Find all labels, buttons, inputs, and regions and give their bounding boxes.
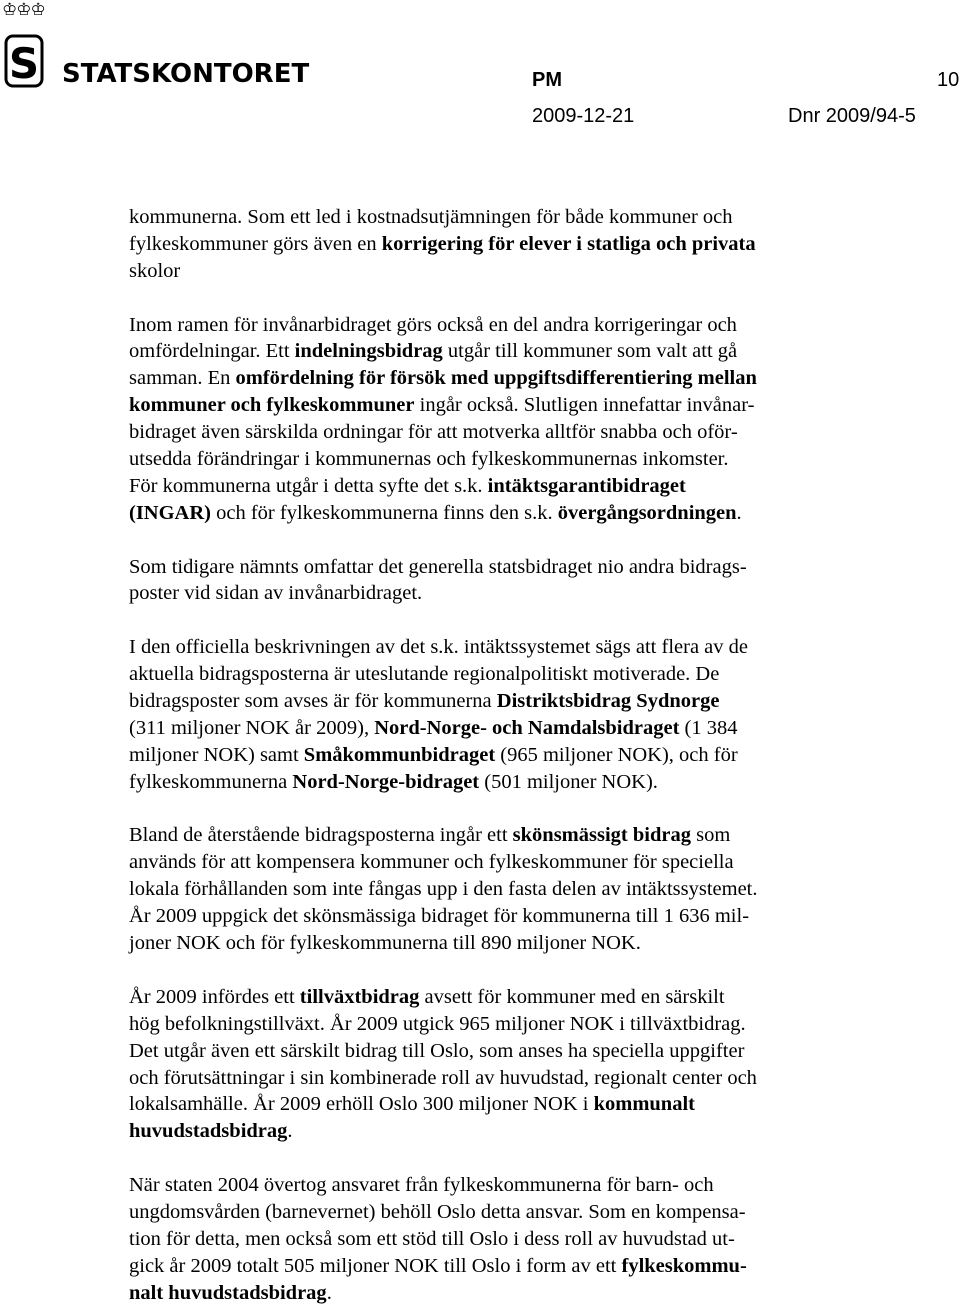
text-segment: aktuella bidragsposterna är uteslutande regionalpolitiskt motiverade. De bbox=[129, 663, 720, 686]
text-segment: (1 384 bbox=[679, 716, 738, 739]
text-segment: lokalsamhälle. År 2009 erhöll Oslo 300 miljoner NOK i bbox=[129, 1093, 594, 1116]
text-line bbox=[129, 204, 869, 231]
text-segment: tion för detta, men också som ett stöd till Oslo i dess roll av huvudstad ut- bbox=[129, 1227, 735, 1250]
text-segment: Som tidigare nämnts omfattar det generella statsbidraget nio andra bidrags- bbox=[129, 555, 747, 578]
text-line bbox=[129, 1011, 869, 1038]
text-line bbox=[129, 849, 869, 876]
bold-term: indelningsbidrag bbox=[294, 340, 443, 363]
text-line bbox=[129, 554, 869, 581]
text-segment: skolor bbox=[129, 259, 181, 282]
text-line bbox=[129, 1280, 869, 1307]
bold-term: Nord-Norge- och Namdalsbidraget bbox=[374, 716, 680, 739]
text-segment: För kommunerna utgår i detta syfte det s.k. bbox=[129, 474, 488, 497]
text-segment: (311 miljoner NOK år 2009), bbox=[129, 716, 375, 739]
text-line bbox=[129, 312, 869, 339]
document-type: PM bbox=[532, 69, 562, 91]
bold-term: (INGAR) bbox=[129, 501, 211, 524]
document-date: 2009-12-21 bbox=[532, 105, 635, 127]
text-line bbox=[129, 742, 869, 769]
text-line bbox=[129, 580, 869, 607]
text-segment: Det utgår även ett särskilt bidrag till Oslo, som anses ha speciella uppgifter bbox=[129, 1039, 745, 1062]
bold-term: huvudstadsbidrag bbox=[129, 1120, 288, 1143]
paragraph bbox=[129, 312, 869, 527]
text-segment: och förutsättningar i sin kombinerade roll av huvudstad, regionalt center och bbox=[129, 1066, 757, 1089]
text-segment: gick år 2009 totalt 505 miljoner NOK till Oslo i form av ett bbox=[129, 1254, 622, 1277]
text-line bbox=[129, 1038, 869, 1065]
text-segment: används för att kompensera kommuner och fylkeskommuner för speciella bbox=[129, 851, 734, 874]
text-line bbox=[129, 338, 869, 365]
text-line bbox=[129, 1172, 869, 1199]
bold-term: fylkeskommu- bbox=[621, 1254, 747, 1277]
text-segment: Inom ramen för invånarbidraget görs också en del andra korrigeringar och bbox=[129, 313, 737, 336]
paragraph bbox=[129, 822, 869, 956]
bold-term: övergångsordningen bbox=[557, 501, 737, 524]
text-line bbox=[129, 419, 869, 446]
bold-term: Distriktsbidrag Sydnorge bbox=[496, 690, 720, 713]
text-line bbox=[129, 1226, 869, 1253]
svg-text:S: S bbox=[8, 39, 40, 88]
text-segment: År 2009 infördes ett bbox=[129, 985, 300, 1008]
text-line bbox=[129, 1091, 869, 1118]
text-segment: När staten 2004 övertog ansvaret från fylkeskommunerna för barn- och bbox=[129, 1174, 714, 1197]
text-segment: ingår också. Slutligen innefattar invånar- bbox=[414, 394, 755, 417]
text-line bbox=[129, 473, 869, 500]
text-segment: (965 miljoner NOK), och för bbox=[495, 743, 738, 766]
bold-term: korrigering för elever i statliga och privata bbox=[381, 232, 756, 255]
text-segment: (501 miljoner NOK). bbox=[479, 770, 658, 793]
bold-term: intäktsgarantibidraget bbox=[487, 474, 686, 497]
document-body bbox=[129, 204, 869, 1307]
paragraph bbox=[129, 204, 869, 285]
text-segment: År 2009 uppgick det skönsmässiga bidraget för kommunerna till 1 636 mil- bbox=[129, 905, 750, 928]
text-segment: omfördelningar. Ett bbox=[129, 340, 295, 363]
bold-term: kommuner och fylkeskommuner bbox=[129, 394, 415, 417]
text-line bbox=[129, 903, 869, 930]
three-crowns-icon: ♔♔♔ bbox=[2, 0, 45, 20]
text-segment: . bbox=[326, 1281, 332, 1304]
bold-term: Nord-Norge-bidraget bbox=[292, 770, 480, 793]
page-number: 10 bbox=[937, 69, 960, 91]
text-line bbox=[129, 1118, 869, 1145]
text-segment: lokala förhållanden som inte fångas upp i den fasta delen av intäktssystemet. bbox=[129, 878, 758, 901]
statskontoret-logo bbox=[0, 0, 310, 100]
bold-term: omfördelning för försök med uppgiftsdifferentiering mellan bbox=[235, 367, 757, 390]
bold-term: skönsmässigt bidrag bbox=[512, 824, 691, 847]
text-segment: poster vid sidan av invånarbidraget. bbox=[129, 582, 423, 605]
text-line bbox=[129, 1199, 869, 1226]
bold-term: nalt huvudstadsbidrag bbox=[129, 1281, 327, 1304]
brand-name: STATSKONTORET bbox=[62, 59, 310, 89]
text-segment: utgår till kommuner som valt att gå bbox=[442, 340, 738, 363]
text-segment: ungdomsvården (barnevernet) behöll Oslo detta ansvar. Som en kompensa- bbox=[129, 1200, 746, 1223]
bold-term: tillväxtbidrag bbox=[299, 985, 420, 1008]
text-line bbox=[129, 500, 869, 527]
text-segment: bidragsposter som avses är för kommunerna bbox=[129, 690, 497, 713]
text-segment: kommunerna. Som ett led i kostnadsutjämningen för både kommuner och bbox=[129, 206, 733, 228]
text-line bbox=[129, 930, 869, 957]
text-line bbox=[129, 715, 869, 742]
text-line bbox=[129, 365, 869, 392]
text-segment: avsett för kommuner med en särskilt bbox=[419, 985, 725, 1008]
bold-term: Småkommunbidraget bbox=[303, 743, 496, 766]
text-segment: fylkeskommuner görs även en bbox=[129, 232, 382, 255]
text-segment: utsedda förändringar i kommunernas och fylkeskommunernas inkomster. bbox=[129, 448, 729, 471]
text-line bbox=[129, 876, 869, 903]
text-segment: Bland de återstående bidragsposterna ingår ett bbox=[129, 824, 513, 847]
text-segment: bidraget även särskilda ordningar för att motverka alltför snabba och oför- bbox=[129, 421, 738, 444]
paragraph bbox=[129, 984, 869, 1145]
text-segment: hög befolkningstillväxt. År 2009 utgick 965 miljoner NOK i tillväxtbidrag. bbox=[129, 1012, 746, 1035]
text-line bbox=[129, 769, 869, 796]
text-line bbox=[129, 392, 869, 419]
paragraph bbox=[129, 634, 869, 795]
reference-number: Dnr 2009/94-5 bbox=[788, 105, 916, 127]
text-line bbox=[129, 634, 869, 661]
text-line bbox=[129, 446, 869, 473]
text-segment: fylkeskommunerna bbox=[129, 770, 293, 793]
paragraph bbox=[129, 1172, 869, 1306]
bold-term: kommunalt bbox=[593, 1093, 695, 1116]
text-line bbox=[129, 1253, 869, 1280]
text-line bbox=[129, 984, 869, 1011]
text-segment: . bbox=[736, 501, 742, 524]
paragraph bbox=[129, 554, 869, 608]
statskontoret-s-emblem-icon bbox=[4, 34, 44, 88]
text-segment: som bbox=[690, 824, 731, 847]
text-segment: samman. En bbox=[129, 367, 236, 390]
text-segment: . bbox=[287, 1120, 293, 1143]
text-line bbox=[129, 661, 869, 688]
text-line bbox=[129, 1065, 869, 1092]
text-segment: och för fylkeskommunerna finns den s.k. bbox=[211, 501, 558, 524]
text-line bbox=[129, 822, 869, 849]
text-line bbox=[129, 688, 869, 715]
text-segment: miljoner NOK) samt bbox=[129, 743, 304, 766]
text-segment: I den officiella beskrivningen av det s.k. intäktssystemet sägs att flera av de bbox=[129, 636, 748, 659]
text-line bbox=[129, 231, 869, 258]
text-line bbox=[129, 258, 869, 285]
text-segment: joner NOK och för fylkeskommunerna till 890 miljoner NOK. bbox=[129, 932, 641, 955]
